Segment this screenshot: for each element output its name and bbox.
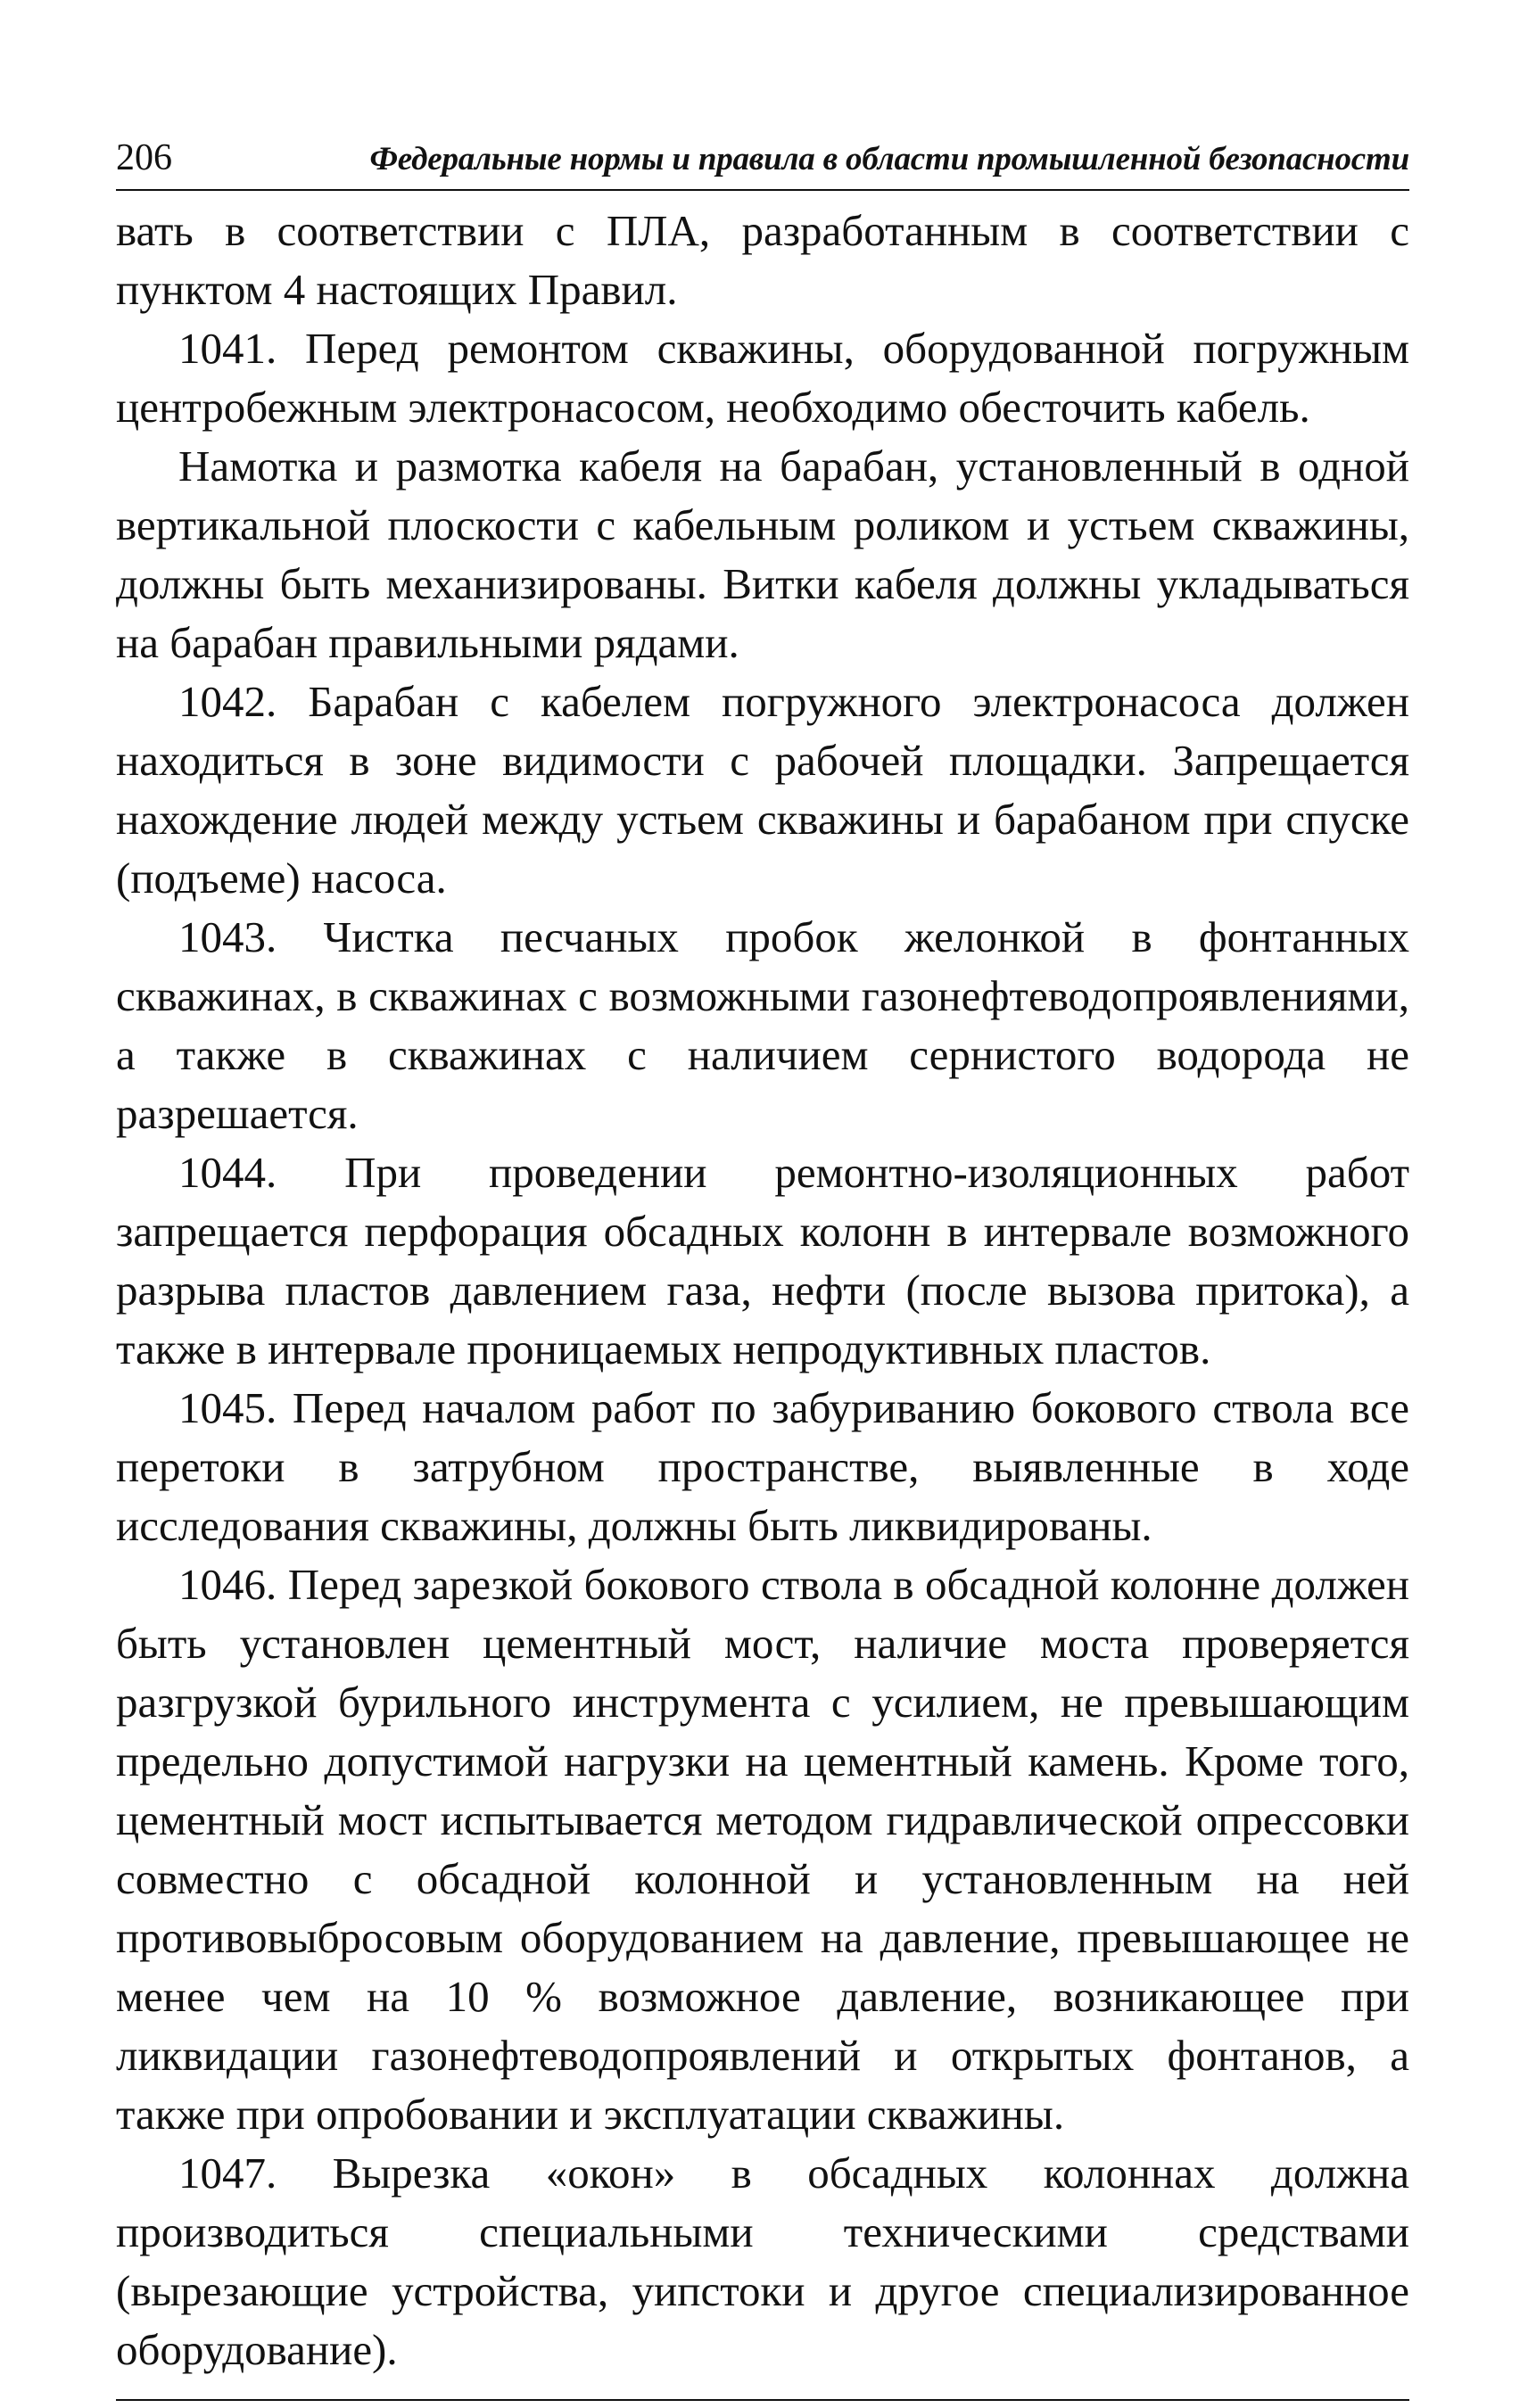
- paragraph-1042: 1042. Барабан с кабелем погружного электронасоса должен находиться в зоне видимости с рабочей площадки. Запрещается нахождение людей между устьем скважины и барабаном при спуске (подъеме) насоса.: [116, 677, 1409, 903]
- paragraph-continuation: вать в соответствии с ПЛА, разработанным в соответствии с пунктом 4 настоящих Правил.: [116, 206, 1409, 314]
- paragraph-1047: 1047. Вырезка «окон» в обсадных колоннах должна производиться специальными техническими средствами (вырезающие устройства, уипстоки и другое специализированное оборудование).: [116, 2148, 1409, 2374]
- paragraph-1045: 1045. Перед началом работ по забуриванию бокового ствола все перетоки в затрубном пространстве, выявленные в ходе исследования скважины, должны быть ликвидированы.: [116, 1383, 1409, 1550]
- page-header: [116, 134, 1409, 191]
- paragraph-cable-winding: Намотка и размотка кабеля на барабан, установленный в одной вертикальной плоскости с кабельным роликом и устьем скважины, должны быть механизированы. Витки кабеля должны укладываться на барабан правильными рядами.: [116, 441, 1409, 667]
- paragraph-1043: 1043. Чистка песчаных пробок желонкой в фонтанных скважинах, в скважинах с возможными газонефтеводопроявлениями, а также в скважинах с наличием сернистого водорода не разрешается.: [116, 912, 1409, 1138]
- page-number: 206: [116, 137, 172, 178]
- document-page: [116, 134, 1409, 2408]
- paragraph-1046: 1046. Перед зарезкой бокового ствола в обсадной колонне должен быть установлен цементный мост, наличие моста проверяется разгрузкой бурильного инструмента с усилием, не превышающим предельно допустимой нагрузки на цементный камень. Кроме того, цементный мост испытывается методом гидравлической опрессовки совместно с обсадной колонной и установленным на ней противовыбросовым оборудованием на давление, превышающее не менее чем на 10 % возможное давление, возникающее при ликвидации газонефтеводопроявлений и открытых фонтанов, а также при опробовании и эксплуатации скважины.: [116, 1560, 1409, 2139]
- running-title: Федеральные нормы и правила в области промышленной безопасности: [369, 141, 1409, 177]
- paragraph-1041: 1041. Перед ремонтом скважины, оборудованной погружным центробежным электронасосом, необходимо обесточить кабель.: [116, 324, 1409, 432]
- footer-rule: [116, 2399, 1409, 2401]
- paragraph-1044: 1044. При проведении ремонтно-изоляционных работ запрещается перфорация обсадных колонн в интервале возможного разрыва пластов давлением газа, нефти (после вызова притока), а также в интервале проницаемых непродуктивных пластов.: [116, 1148, 1409, 1373]
- body-text: [116, 202, 1409, 2379]
